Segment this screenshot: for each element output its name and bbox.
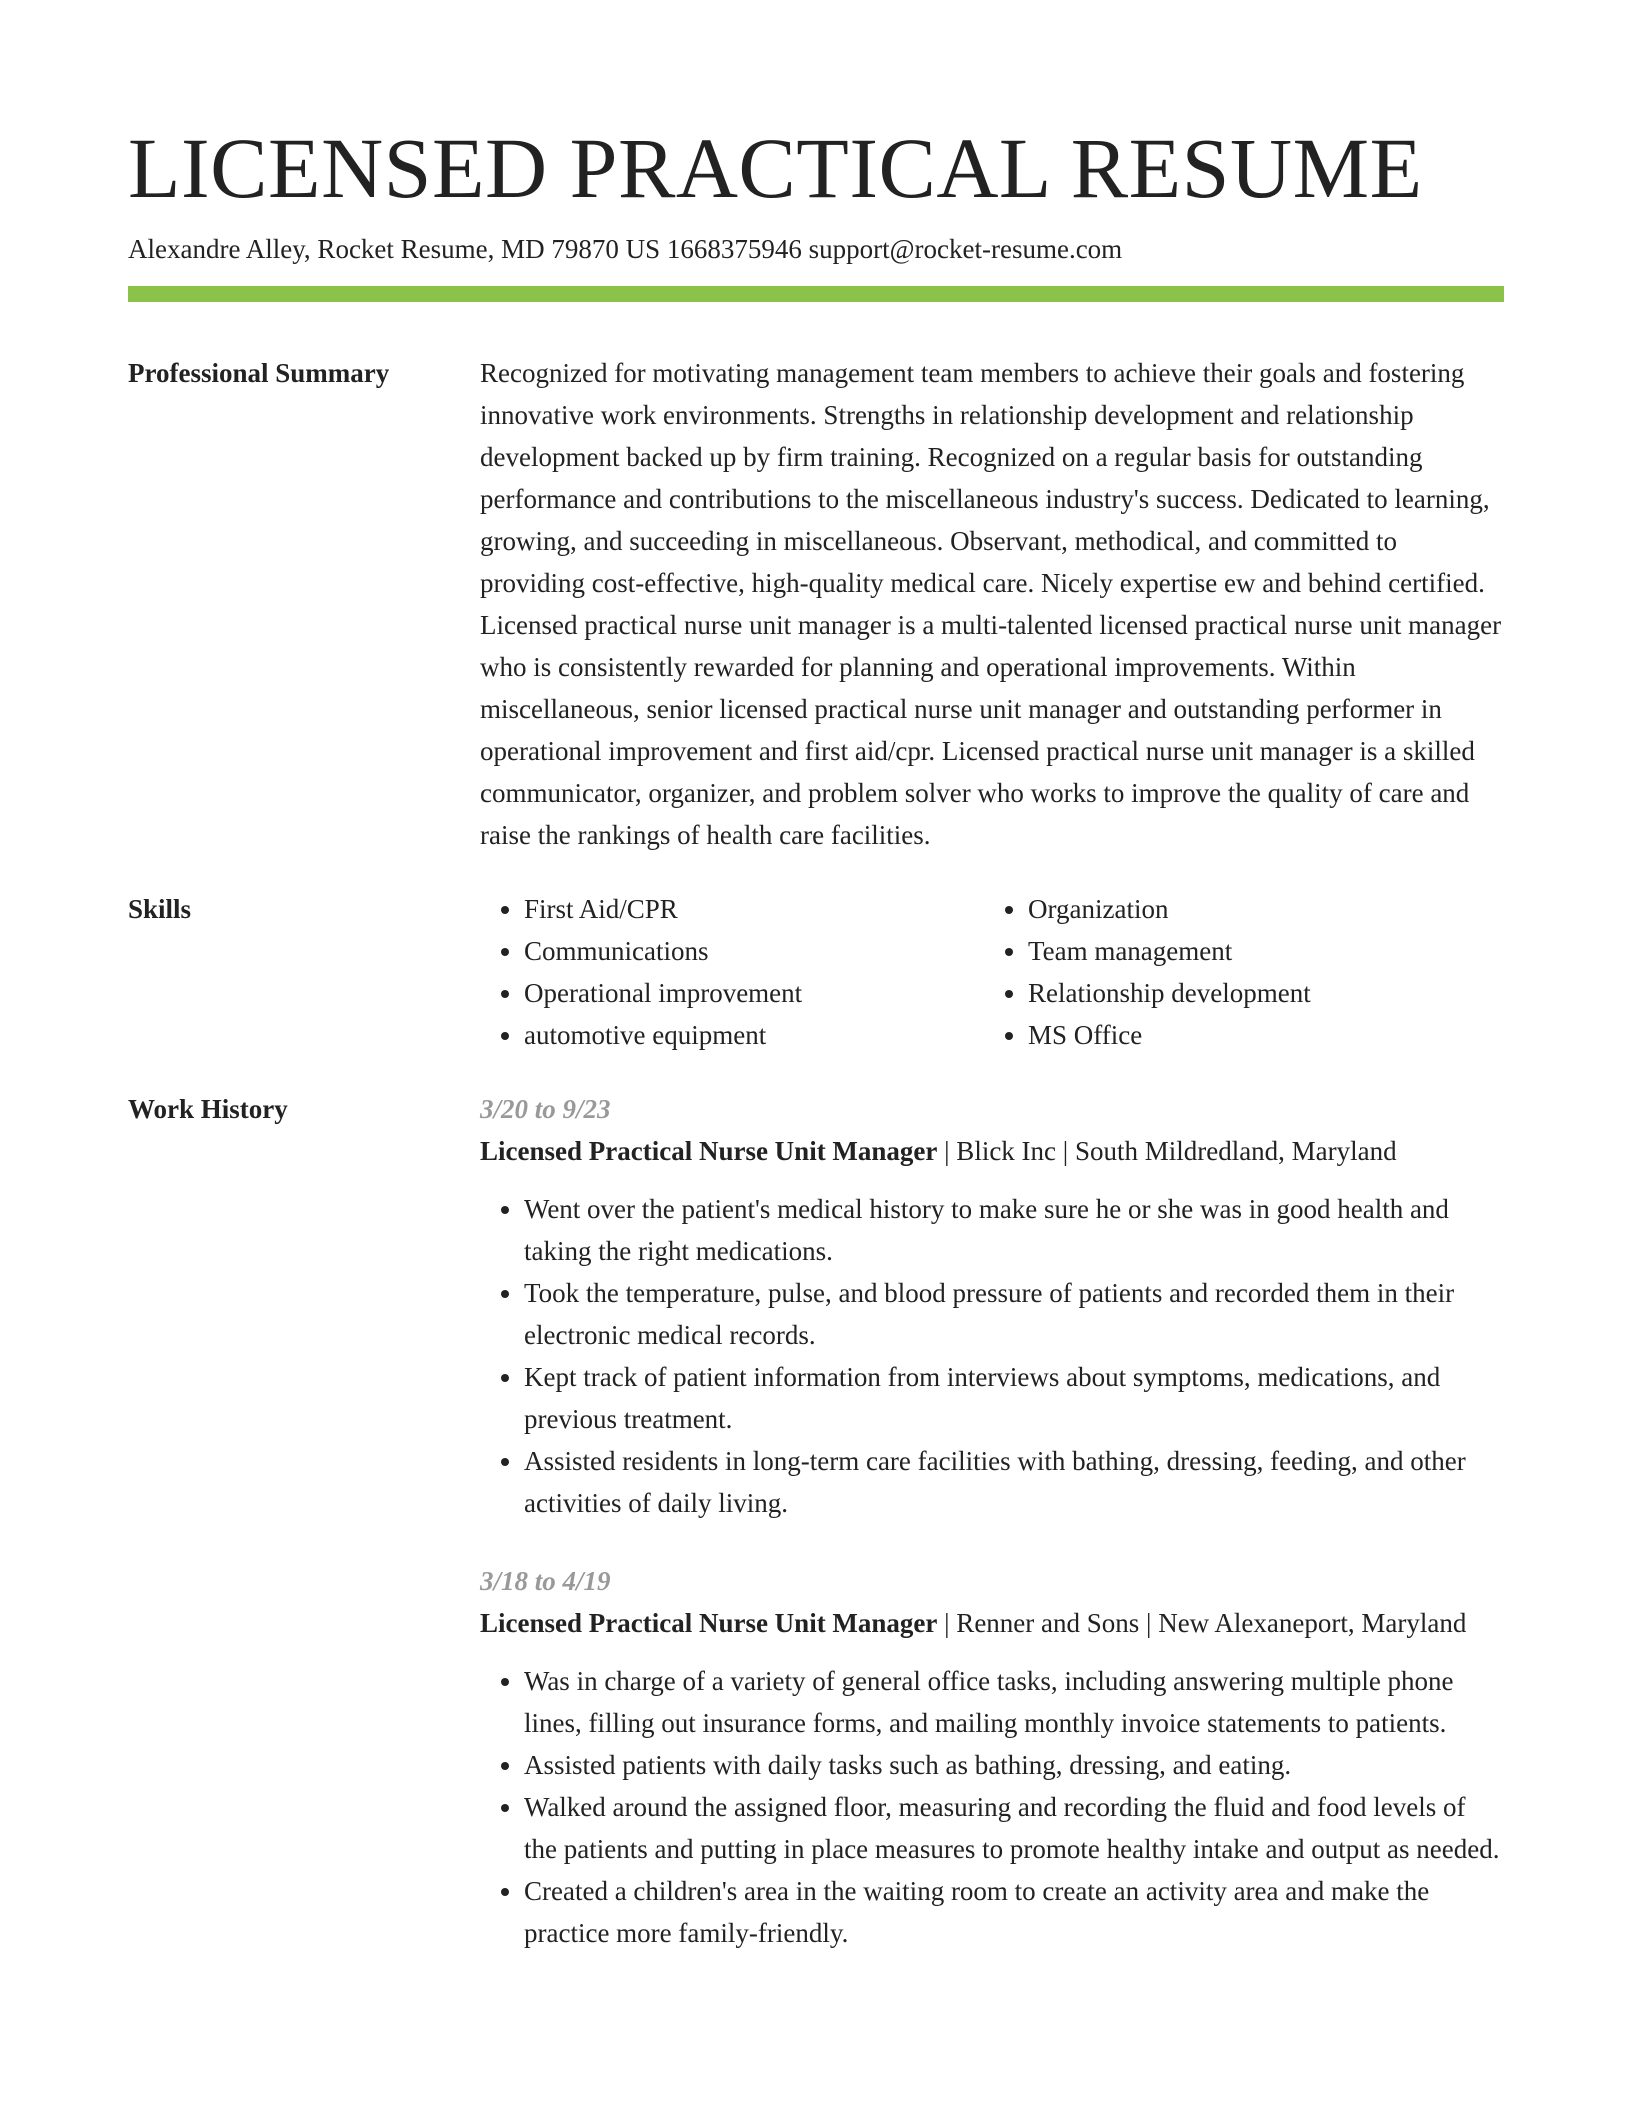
duty-item: • Walked around the assigned floor, measuring and recording the fluid and food levels of the patients and putting in place measures to promote healthy intake and output as needed.: [524, 1786, 1504, 1870]
duty-item: • Took the temperature, pulse, and blood pressure of patients and recorded them in their electronic medical records.: [524, 1272, 1504, 1356]
job-title: Licensed Practical Nurse Unit Manager: [480, 1608, 938, 1638]
job-entry: [480, 1088, 1504, 1524]
skills-list-left: [480, 888, 984, 1056]
skill-item: • Relationship development: [1028, 972, 1488, 1014]
skills-list-right: [984, 888, 1488, 1056]
job-title: Licensed Practical Nurse Unit Manager: [480, 1136, 938, 1166]
skills-label: Skills: [128, 894, 192, 924]
job-duties-list: [480, 1188, 1504, 1524]
skill-item: • automotive equipment: [524, 1014, 984, 1056]
resume-title: LICENSED PRACTICAL RESUME: [128, 120, 1423, 216]
job-details: | Blick Inc | South Mildredland, Maryland: [937, 1136, 1397, 1166]
job-date: 3/18 to 4/19: [480, 1566, 611, 1596]
header-divider: [128, 286, 1504, 302]
job-details: | Renner and Sons | New Alexaneport, Maryland: [937, 1608, 1467, 1638]
summary-label: Professional Summary: [128, 358, 390, 388]
resume-page: [128, 118, 1504, 1990]
job-heading: [480, 1602, 1504, 1644]
skill-item: • Team management: [1028, 930, 1488, 972]
duty-item: • Went over the patient's medical history to make sure he or she was in good health and taking the right medications.: [524, 1188, 1504, 1272]
duty-item: • Was in charge of a variety of general office tasks, including answering multiple phone lines, filling out insurance forms, and mailing monthly invoice statements to patients.: [524, 1660, 1504, 1744]
duty-item: • Created a children's area in the waiting room to create an activity area and make the practice more family-friendly.: [524, 1870, 1504, 1954]
contact-line: Alexandre Alley, Rocket Resume, MD 79870 US 1668375946 support@rocket-resume.com: [128, 234, 1123, 264]
duty-item: • Kept track of patient information from interviews about symptoms, medications, and previous treatment.: [524, 1356, 1504, 1440]
skills-section: [128, 888, 1504, 1056]
skill-item: • Organization: [1028, 888, 1488, 930]
skill-item: • MS Office: [1028, 1014, 1488, 1056]
skill-item: • First Aid/CPR: [524, 888, 984, 930]
job-entry: [480, 1560, 1504, 1954]
job-duties-list: [480, 1660, 1504, 1954]
summary-text: Recognized for motivating management team members to achieve their goals and fostering innovative work environments. Strengths in relationship development and relationship development backed up by firm training. Recognized on a regular basis for outstanding performance and contributions to the miscellaneous industry's success. Dedicated to learning, growing, and succeeding in miscellaneous. Observant, methodical, and committed to providing cost-effective, high-quality medical care. Nicely expertise ew and behind certified. Licensed practical nurse unit manager is a multi-talented licensed practical nurse unit manager who is consistently rewarded for planning and operational improvements. Within miscellaneous, senior licensed practical nurse unit manager and outstanding performer in operational improvement and first aid/cpr. Licensed practical nurse unit manager is a skilled communicator, organizer, and problem solver who works to improve the quality of care and raise the rankings of health care facilities.: [480, 358, 1502, 850]
work-history-section: [128, 1088, 1504, 1990]
skill-item: • Communications: [524, 930, 984, 972]
duty-item: • Assisted residents in long-term care facilities with bathing, dressing, feeding, and other activities of daily living.: [524, 1440, 1504, 1524]
duty-item: • Assisted patients with daily tasks such as bathing, dressing, and eating.: [524, 1744, 1504, 1786]
work-history-label: Work History: [128, 1094, 288, 1124]
job-date: 3/20 to 9/23: [480, 1094, 611, 1124]
summary-section: [128, 352, 1504, 856]
skill-item: • Operational improvement: [524, 972, 984, 1014]
job-heading: [480, 1130, 1504, 1172]
